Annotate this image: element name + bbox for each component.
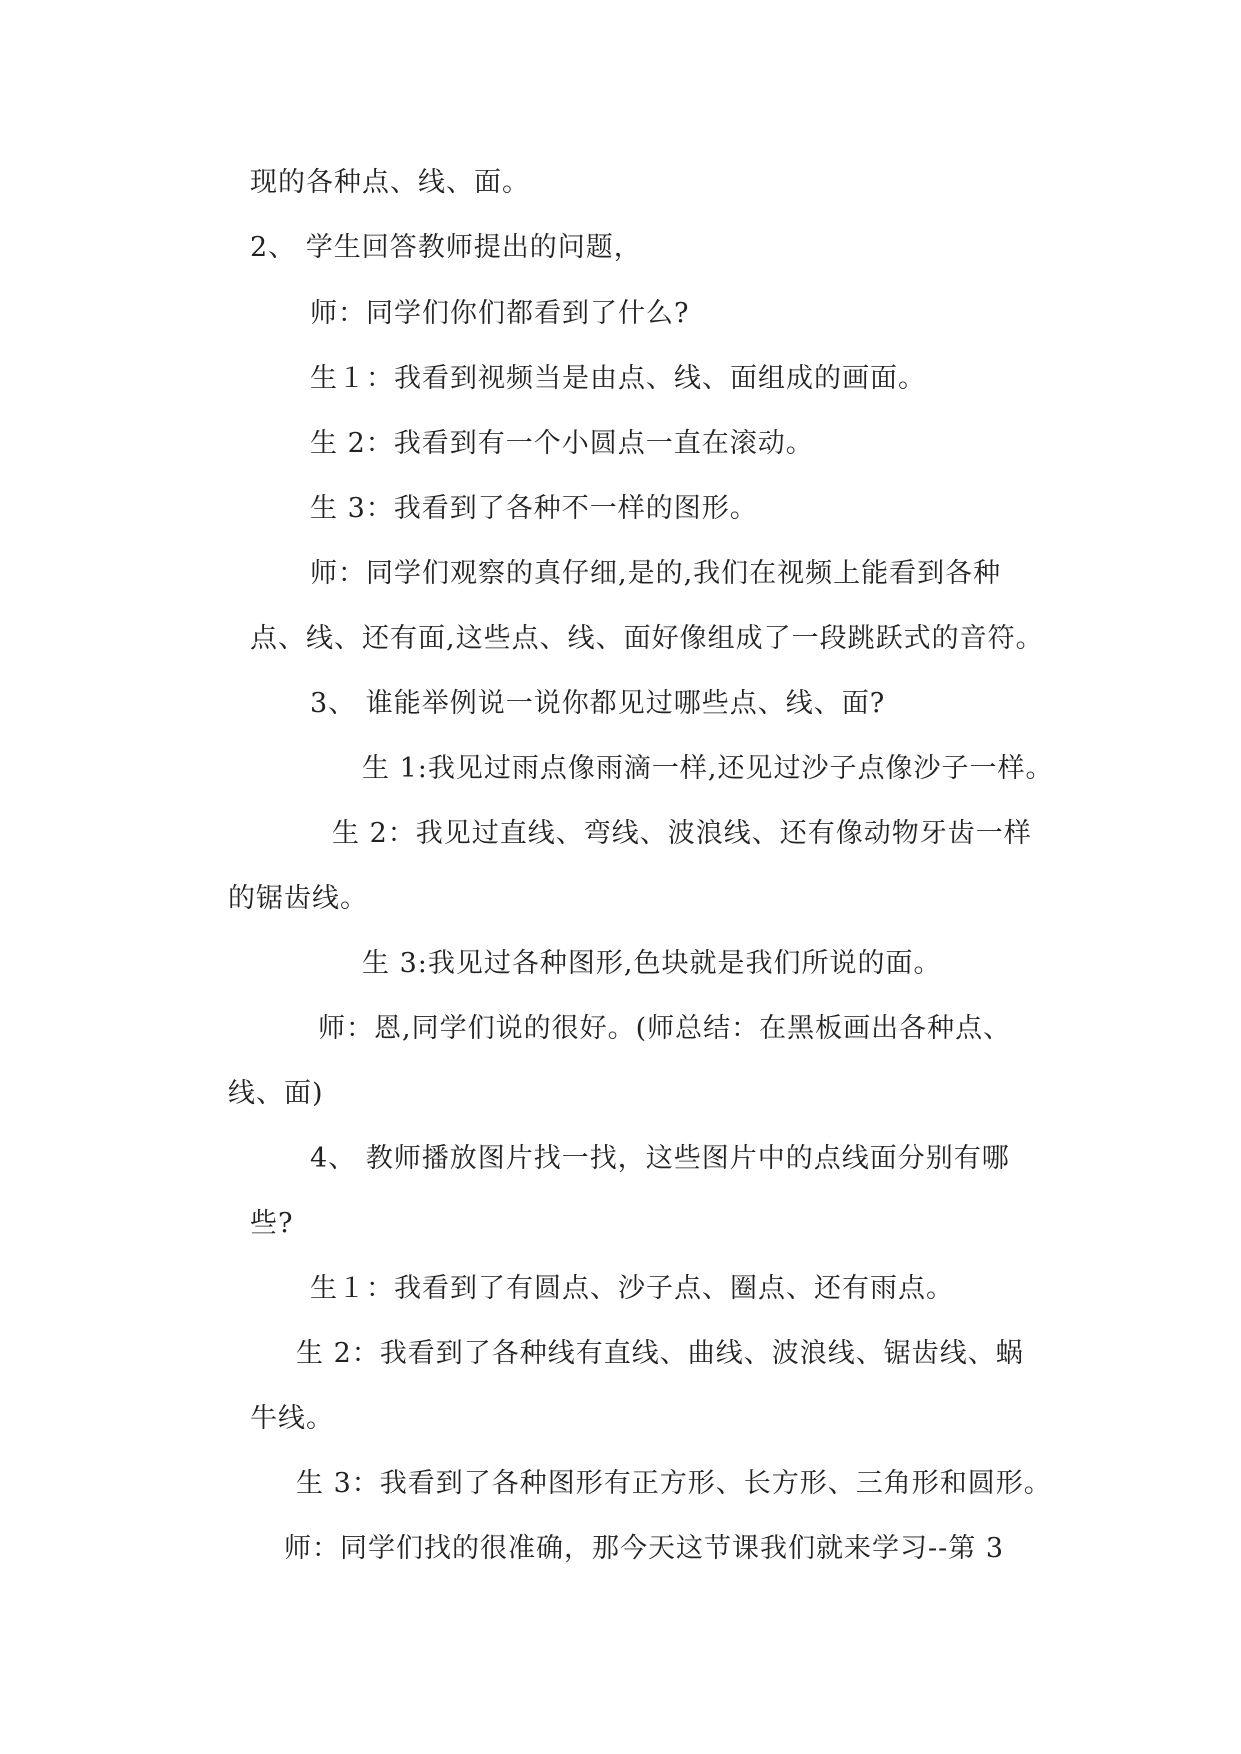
- text-line: 师：同学们找的很准确，那今天这节课我们就来学习--第 3: [284, 1533, 1005, 1564]
- text-line: 师：恩,同学们说的很好。(师总结：在黑板画出各种点、: [318, 1013, 1012, 1044]
- text-line: 师：同学们观察的真仔细,是的,我们在视频上能看到各种: [310, 558, 1002, 589]
- text-line: 现的各种点、线、面。: [250, 167, 530, 198]
- text-line: 点、线、还有面,这些点、线、面好像组成了一段跳跃式的音符。: [250, 623, 1044, 654]
- text-line: 些?: [250, 1208, 294, 1239]
- text-line: 3、 谁能举例说一说你都见过哪些点、线、面?: [310, 688, 886, 719]
- text-line: 师：同学们你们都看到了什么?: [310, 298, 690, 329]
- text-line: 牛线。: [250, 1403, 334, 1434]
- text-line: 生 3:我见过各种图形,色块就是我们所说的面。: [362, 948, 942, 979]
- text-line: 生 3：我看到了各种不一样的图形。: [310, 493, 758, 524]
- text-line: 的锯齿线。: [228, 883, 368, 914]
- text-line: 2、 学生回答教师提出的问题，: [250, 232, 642, 263]
- text-line: 生 3：我看到了各种图形有正方形、长方形、三角形和圆形。: [296, 1468, 1052, 1499]
- text-line: 生 2：我看到有一个小圆点一直在滚动。: [310, 428, 814, 459]
- text-line: 线、面): [228, 1078, 324, 1109]
- text-line: 生１：我看到视频当是由点、线、面组成的画面。: [310, 363, 926, 394]
- text-line: 生 2：我见过直线、弯线、波浪线、还有像动物牙齿一样: [332, 818, 1032, 849]
- text-line: 生 2：我看到了各种线有直线、曲线、波浪线、锯齿线、蜗: [296, 1338, 1024, 1369]
- text-line: 4、 教师播放图片找一找，这些图片中的点线面分别有哪: [310, 1143, 1010, 1174]
- text-line: 生１：我看到了有圆点、沙子点、圈点、还有雨点。: [310, 1273, 954, 1304]
- text-line: 生 1:我见过雨点像雨滴一样,还见过沙子点像沙子一样。: [362, 753, 1054, 784]
